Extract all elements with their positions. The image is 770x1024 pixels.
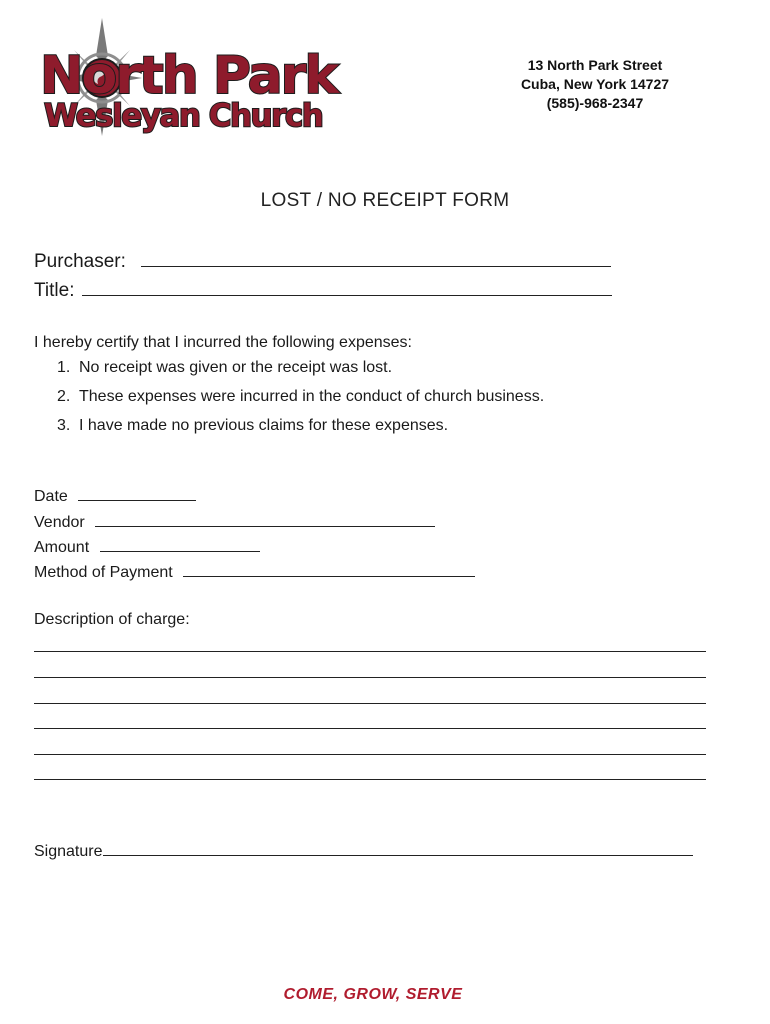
footer-slogan: COME, GROW, SERVE xyxy=(283,986,463,1003)
title-row xyxy=(34,276,612,302)
vendor-field[interactable] xyxy=(95,509,435,527)
list-item xyxy=(57,388,544,406)
method-row xyxy=(34,559,475,582)
signature-field[interactable] xyxy=(103,838,693,856)
amount-field[interactable] xyxy=(100,534,260,552)
purchaser-field[interactable] xyxy=(141,247,611,267)
list-item-number: 2. xyxy=(57,388,71,405)
method-of-payment-field[interactable] xyxy=(183,559,475,577)
logo-text-north-park: North Park xyxy=(40,46,337,106)
description-line-3[interactable] xyxy=(34,703,706,704)
signature-row xyxy=(34,838,693,861)
address-phone: (585)-968-2347 xyxy=(546,95,644,111)
list-item-text: I have made no previous claims for these expenses. xyxy=(79,417,449,434)
description-line-6[interactable] xyxy=(34,779,706,780)
title-field[interactable] xyxy=(82,276,612,296)
description-line-4[interactable] xyxy=(34,728,706,729)
date-field[interactable] xyxy=(78,483,196,501)
church-address xyxy=(490,56,700,113)
description-label: Description of charge: xyxy=(34,611,190,628)
address-street: 13 North Park Street xyxy=(527,57,663,73)
list-item-text: No receipt was given or the receipt was lost. xyxy=(79,359,393,376)
date-row xyxy=(34,483,196,506)
list-item xyxy=(57,359,392,377)
vendor-row xyxy=(34,509,435,532)
amount-row xyxy=(34,534,260,557)
form-title: LOST / NO RECEIPT FORM xyxy=(260,190,510,211)
vendor-label: Vendor xyxy=(34,514,85,531)
list-item-text: These expenses were incurred in the conduct of church business. xyxy=(79,388,545,405)
method-of-payment-label: Method of Payment xyxy=(34,564,173,581)
logo-text-wesleyan-church: Wesleyan Church xyxy=(44,98,323,134)
purchaser-label: Purchaser: xyxy=(34,251,126,272)
description-line-2[interactable] xyxy=(34,677,706,678)
signature-label: Signature xyxy=(34,843,103,860)
purchaser-row xyxy=(34,247,611,273)
title-label: Title: xyxy=(34,280,75,301)
list-item-number: 3. xyxy=(57,417,71,434)
list-item xyxy=(57,417,448,435)
date-label: Date xyxy=(34,488,68,505)
certify-statement: I hereby certify that I incurred the following expenses: xyxy=(34,334,412,351)
description-line-5[interactable] xyxy=(34,754,706,755)
address-city: Cuba, New York 14727 xyxy=(520,76,670,92)
church-logo xyxy=(38,18,358,136)
list-item-number: 1. xyxy=(57,359,71,376)
description-line-1[interactable] xyxy=(34,651,706,652)
amount-label: Amount xyxy=(34,539,90,556)
